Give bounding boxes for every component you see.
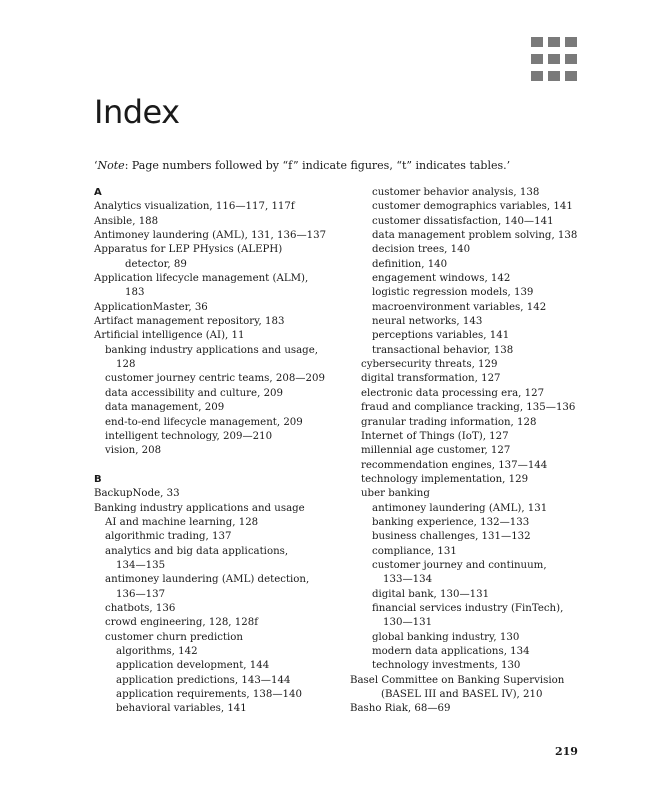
index-entry: Application lifecycle management (ALM), [94, 273, 309, 285]
index-entry: Basel Committee on Banking Supervision [350, 674, 565, 686]
index-entry: uber banking [361, 488, 430, 500]
index-entry: digital transformation, 127 [361, 373, 501, 385]
index-entry: ApplicationMaster, 36 [94, 301, 208, 313]
index-entry: technology investments, 130 [372, 660, 521, 672]
index-entry: antimoney laundering (AML), 131 [372, 502, 548, 514]
index-entry-continuation: 130—131 [383, 617, 433, 629]
index-entry-continuation: (BASEL III and BASEL IV), 210 [381, 689, 543, 701]
index-entry: customer demographics variables, 141 [372, 201, 573, 213]
index-entry: cybersecurity threats, 129 [361, 359, 498, 371]
index-entry: analytics and big data applications, [105, 545, 289, 557]
index-entry: customer journey and continuum, [372, 559, 547, 571]
note-text: : Page numbers followed by “f” indicate figures, “t” indicates tables.’ [124, 159, 511, 172]
index-entry: customer dissatisfaction, 140—141 [372, 215, 554, 227]
grid-logo-icon [531, 37, 577, 83]
index-entry-continuation: 136—137 [116, 588, 166, 600]
index-entry: millennial age customer, 127 [361, 445, 511, 457]
index-spacer [94, 459, 344, 473]
index-note [94, 159, 510, 173]
index-entry: AI and machine learning, 128 [105, 516, 259, 528]
index-entry: compliance, 131 [372, 545, 457, 557]
index-entry: granular trading information, 128 [361, 416, 537, 428]
index-entry: Analytics visualization, 116—117, 117f [94, 201, 295, 213]
index-entry: vision, 208 [105, 445, 162, 457]
index-entry: BackupNode, 33 [94, 488, 180, 500]
index-letter-heading: B [94, 473, 102, 485]
index-entry: financial services industry (FinTech), [372, 602, 564, 614]
index-entry: decision trees, 140 [372, 244, 471, 256]
index-entry: data management, 209 [105, 402, 225, 414]
index-entry: Ansible, 188 [94, 215, 159, 227]
page-number: 219 [555, 745, 578, 758]
index-entry-continuation: 133—134 [383, 574, 433, 586]
index-entry: Apparatus for LEP PHysics (ALEPH) [94, 244, 283, 256]
index-entry: digital bank, 130—131 [372, 588, 490, 600]
index-entry: data management problem solving, 138 [372, 230, 578, 242]
index-column-left [94, 186, 344, 717]
index-entry: Banking industry applications and usage [94, 502, 305, 514]
index-entry-continuation: detector, 89 [125, 258, 187, 270]
index-entry: application development, 144 [116, 660, 270, 672]
index-entry: Artificial intelligence (AI), 11 [94, 330, 245, 342]
index-entry: engagement windows, 142 [372, 273, 511, 285]
index-entry: data accessibility and culture, 209 [105, 387, 284, 399]
index-entry: customer journey centric teams, 208—209 [105, 373, 325, 385]
index-entry: fraud and compliance tracking, 135—136 [361, 402, 576, 414]
index-entry: banking industry applications and usage, [105, 344, 318, 356]
index-entry: chatbots, 136 [105, 602, 176, 614]
index-entry: neural networks, 143 [372, 316, 483, 328]
index-entry: intelligent technology, 209—210 [105, 430, 273, 442]
index-entry: Internet of Things (IoT), 127 [361, 430, 509, 442]
index-entry: technology implementation, 129 [361, 473, 529, 485]
index-entry: application requirements, 138—140 [116, 689, 302, 701]
index-entry: macroenvironment variables, 142 [372, 301, 547, 313]
index-entry: Antimoney laundering (AML), 131, 136—137 [94, 230, 327, 242]
index-entry: customer churn prediction [105, 631, 243, 643]
index-entry: Basho Riak, 68—69 [350, 703, 451, 715]
index-entry: modern data applications, 134 [372, 646, 530, 657]
index-entry: algorithmic trading, 137 [105, 531, 232, 543]
index-entry: behavioral variables, 141 [116, 703, 247, 715]
index-entry: transactional behavior, 138 [372, 344, 514, 356]
index-entry: application predictions, 143—144 [116, 674, 291, 686]
page-title: Index [94, 93, 180, 131]
index-entry: algorithms, 142 [116, 646, 198, 657]
index-entry-continuation: 183 [125, 287, 145, 299]
index-column-right [350, 186, 600, 717]
index-letter-heading: A [94, 187, 102, 198]
index-entry: banking experience, 132—133 [372, 516, 530, 528]
index-entry: business challenges, 131—132 [372, 531, 531, 543]
index-entry: definition, 140 [372, 258, 448, 270]
index-entry: Artifact management repository, 183 [94, 316, 285, 328]
index-entry-continuation: 128 [116, 359, 136, 371]
index-entry: antimoney laundering (AML) detection, [105, 574, 310, 586]
index-entry: perceptions variables, 141 [372, 330, 510, 342]
note-open-quote: ‘ [94, 159, 98, 172]
index-entry: electronic data processing era, 127 [361, 387, 545, 399]
index-entry-continuation: 134—135 [116, 559, 166, 571]
index-entry: end-to-end lifecycle management, 209 [105, 416, 303, 428]
index-entry: recommendation engines, 137—144 [361, 459, 548, 471]
note-label: Note [97, 159, 125, 172]
index-entry: crowd engineering, 128, 128f [105, 617, 259, 629]
index-entry: customer behavior analysis, 138 [372, 187, 540, 198]
index-entry: logistic regression models, 139 [372, 287, 534, 299]
index-entry: global banking industry, 130 [372, 631, 520, 643]
